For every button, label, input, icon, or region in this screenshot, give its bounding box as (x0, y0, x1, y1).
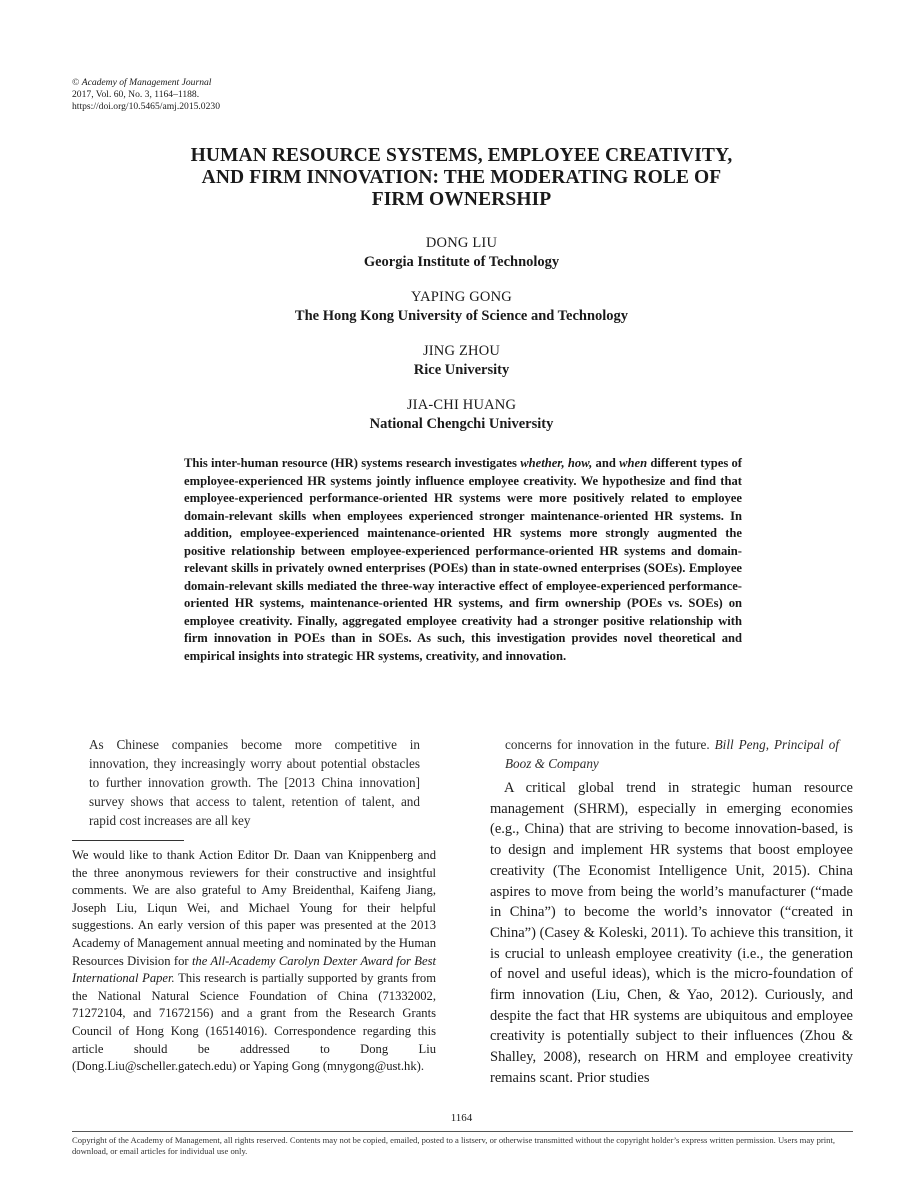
title-line: FIRM OWNERSHIP (371, 189, 552, 210)
title-line: HUMAN RESOURCE SYSTEMS, EMPLOYEE CREATIVITY, (190, 145, 733, 166)
copyright-notice: Copyright of the Academy of Management, all rights reserved. Contents may not be copied, emailed, posted to a listserv, or otherwise transmitted without the copyright holder’s express written permission. Users may print, download, or email articles for individual use only. (72, 1135, 836, 1156)
abstract-text: different types of employee-experienced HR systems jointly influence employee creativity. We hypothesize and find that employee-experienced performance-oriented HR systems were more positively related to employee domain-relevant skills when employees experienced stronger maintenance-oriented HR systems. In addition, employee-experienced maintenance-oriented HR systems more strongly augmented the positive relationship between employee-experienced performance-oriented HR systems and domain-relevant skills in privately owned enterprises (POEs) than in state-owned enterprises (SOEs). Employee domain-relevant skills mediated the three-way interactive effect of employee-experienced performance-oriented HR systems, maintenance-oriented HR systems, and firm ownership (POEs vs. SOEs) on employee creativity. Finally, aggregated employee creativity had a stronger positive relationship with firm innovation in POEs than in SOEs. As such, this investigation provides novel theoretical and empirical insights into strategic HR systems, creativity, and innovation. (184, 456, 742, 663)
journal-metadata (72, 77, 220, 113)
footnote-text: We would like to thank Action Editor Dr. Daan van Knippenberg and the three anonymous reviewers for their constructive and insightful comments. We are also grateful to Amy Breidenthal, Kaifeng Jiang, Joseph Liu, Liqun Wei, and Michael Young for their helpful suggestions. An early version of this paper was presented at the 2013 Academy of Management annual meeting and nominated by the Human Resources Division for (72, 848, 436, 968)
epigraph-right (505, 735, 839, 773)
footnote-divider (72, 840, 184, 841)
author-name: DONG LIU (425, 235, 498, 251)
author-affiliation: Rice University (413, 362, 510, 378)
author-name: JIA-CHI HUANG (406, 397, 517, 413)
epigraph-left: As Chinese companies become more competitive in innovation, they increasingly worry about potential obstacles to further innovation growth. The [2013 China innovation] survey shows that access to talent, retention of talent, and rapid cost increases are all key (89, 737, 420, 828)
abstract-text: This inter-human resource (HR) systems research investigates (184, 456, 521, 470)
journal-volume: 2017, Vol. 60, No. 3, 1164–1188. (72, 89, 200, 100)
abstract-text: and (592, 456, 620, 470)
author-affiliation: The Hong Kong University of Science and Technology (294, 308, 629, 324)
article-title (100, 145, 823, 211)
body-paragraph: A critical global trend in strategic human resource management (SHRM), especially in emerging economies (e.g., China) that are striving to become innovation-based, is to design and implement HR systems that boost employee creativity (The Economist Intelligence Unit, 2015). China aspires to move from being the world’s manufacturer (“made in China”) to become the world’s innovator (“created in China”) (Casey & Koleski, 2011). To achieve this transition, it is crucial to unleash employee creativity (i.e., the generation of novel and useful ideas), which is the micro-foundation of firm innovation (Liu, Chen, & Yao, 2012). Curiously, and despite the fact that HR systems are ubiquitous and employee creativity is potentially subject to their influences (Zhou & Shalley, 2008), research on HRM and employee creativity remains scant. Prior studies (490, 780, 853, 1086)
abstract (184, 455, 742, 665)
copyright-symbol: © (72, 77, 80, 88)
author-block (0, 234, 923, 272)
acknowledgment-footnote (72, 847, 436, 1076)
author-affiliation: National Chengchi University (369, 416, 554, 432)
footnote-text: This research is partially supported by grants from the National Natural Science Foundation of China (71332002, 71272104, and 71672156) and a grant from the Research Grants Council of Hong Kong (16514016). Correspondence regarding this article should be addressed to Dong Liu (Dong.Liu@scheller.gatech.edu) or Yaping Gong (mnygong@ust.hk). (72, 971, 437, 1074)
abstract-emphasis: when (619, 456, 648, 470)
author-block (0, 396, 923, 434)
author-name: JING ZHOU (422, 343, 501, 359)
epigraph-text: concerns for innovation in the future. (505, 737, 715, 752)
title-line: AND FIRM INNOVATION: THE MODERATING ROLE OF (201, 167, 722, 188)
author-block (0, 342, 923, 380)
body-text (490, 778, 853, 1089)
footnote-award: the All-Academy Carolyn Dexter Award for Best International Paper. (72, 953, 436, 986)
abstract-emphasis: whether, how, (520, 456, 593, 470)
journal-doi[interactable]: https://doi.org/10.5465/amj.2015.0230 (72, 101, 220, 112)
footer-divider (72, 1131, 853, 1132)
author-block (0, 288, 923, 326)
author-affiliation: Georgia Institute of Technology (363, 254, 560, 270)
page-number: 1164 (450, 1112, 473, 1124)
journal-name: Academy of Management Journal (81, 77, 212, 88)
author-name: YAPING GONG (411, 289, 512, 305)
epigraph-attribution: Bill Peng, Principal of Booz & Company (505, 737, 839, 771)
